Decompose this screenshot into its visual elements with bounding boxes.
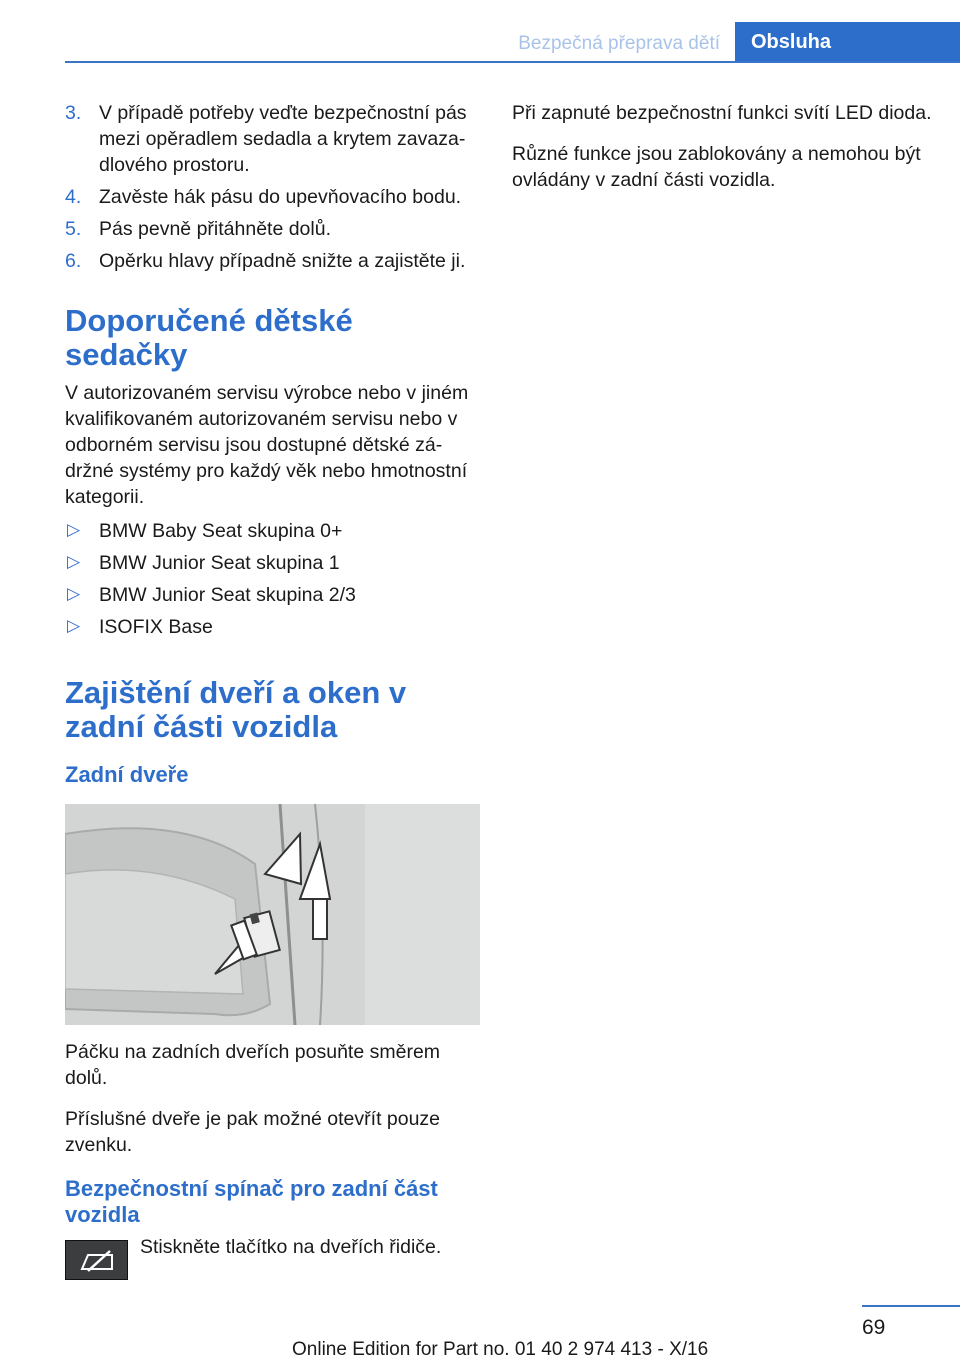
footer-edition: Online Edition for Part no. 01 40 2 974 413 - X/16 (292, 1339, 709, 1360)
rear-door-child-lock-illustration (65, 804, 480, 1025)
step-number: 3. (65, 102, 82, 124)
step-text: Zavěste hák pásu do upevňovacího bodu. (99, 186, 462, 208)
seats-list (65, 518, 480, 640)
heading-safety-switch: Bezpečnostní spínač pro zadní část vozidla (65, 1176, 438, 1227)
list-item (65, 216, 480, 242)
header-chapter-tab[interactable]: Obsluha (735, 22, 960, 63)
step-number: 6. (65, 250, 82, 272)
heading-door-window-locks: Zajištění dveří a oken v zadní části vozidla (65, 675, 407, 744)
rear-doors-text-1: Páčku na zadních dveřích posuňte směrem dolů. (65, 1041, 441, 1089)
step-text: V případě potřeby veďte bezpečnostní pás mezi opěradlem sedadla a krytem zavaza‐dlového prostoru. (99, 102, 467, 176)
list-item (65, 184, 480, 210)
heading-recommended-child-seats: Doporučené dětské sedačky (65, 303, 353, 372)
led-info-text: Při zapnuté bezpečnostní funkci svítí LED dioda. (512, 102, 932, 124)
header-section-title: Bezpečná přeprava dětí (518, 33, 720, 54)
list-item (65, 248, 480, 274)
heading-rear-doors: Zadní dveře (65, 762, 189, 787)
steps-list (65, 100, 480, 274)
step-number: 4. (65, 186, 82, 208)
seats-intro: V autorizovaném servisu výrobce nebo v jiném kvalifikovaném autorizovaném servisu nebo v odborném servisu jsou dostupné dětské zá‐držné systémy pro každý věk nebo hmotnostní kategorii. (65, 382, 469, 508)
triangle-right-icon: ▷ (67, 552, 81, 571)
seat-name: BMW Junior Seat skupina 1 (99, 552, 340, 574)
triangle-right-icon: ▷ (67, 584, 81, 603)
list-item (65, 550, 480, 576)
page-number: 69 (862, 1316, 886, 1339)
seat-name: ISOFIX Base (99, 616, 213, 638)
rear-doors-text-2: Příslušné dveře je pak možné otevřít pouze zvenku. (65, 1108, 441, 1156)
step-text: Pás pevně přitáhněte dolů. (99, 218, 332, 240)
window-lock-icon (65, 1240, 128, 1280)
seat-name: BMW Baby Seat skupina 0+ (99, 520, 343, 542)
blocked-functions-text: Různé funkce jsou zablokovány a nemohou být ovládány v zadní části vozidla. (512, 143, 921, 191)
left-column (65, 100, 480, 1278)
list-item (65, 100, 480, 178)
triangle-right-icon: ▷ (67, 520, 81, 539)
step-number: 5. (65, 218, 82, 240)
header-rule (65, 61, 960, 63)
safety-switch-row (65, 1234, 480, 1278)
list-item (65, 518, 480, 544)
safety-switch-text: Stiskněte tlačítko na dveřích řidiče. (140, 1236, 442, 1258)
seat-name: BMW Junior Seat skupina 2/3 (99, 584, 356, 606)
footer-rule (862, 1305, 960, 1307)
triangle-right-icon: ▷ (67, 616, 81, 635)
step-text: Opěrku hlavy případně snižte a zajistěte ji. (99, 250, 466, 272)
list-item (65, 582, 480, 608)
right-column (512, 100, 932, 208)
list-item (65, 614, 480, 640)
